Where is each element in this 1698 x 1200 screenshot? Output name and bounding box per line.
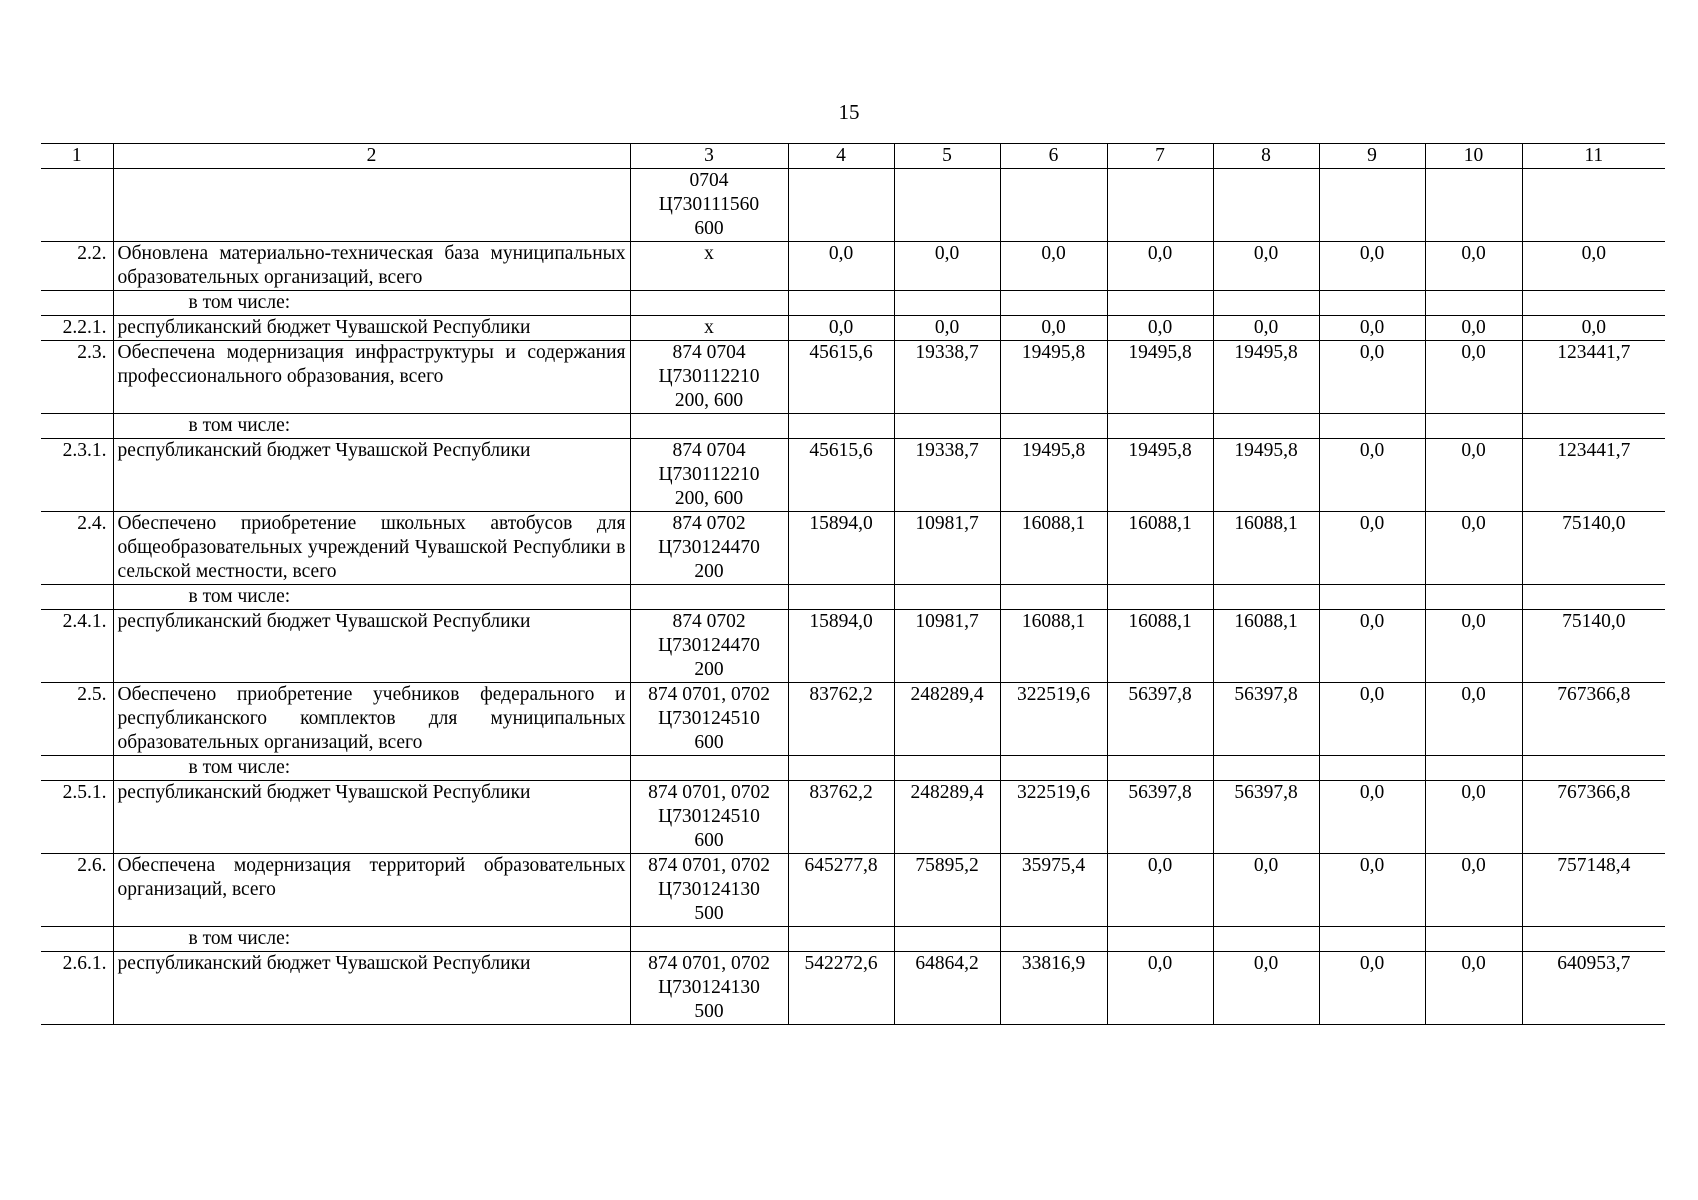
row-value-cell — [1107, 585, 1213, 610]
row-code-cell: 2.3. — [41, 341, 113, 414]
row-value-cell — [1425, 927, 1522, 952]
row-code-cell — [41, 414, 113, 439]
row-code-cell — [41, 585, 113, 610]
row-value-cell: 16088,1 — [1000, 512, 1107, 585]
row-kbk-cell: 874 0701, 0702 Ц730124510 600 — [630, 683, 788, 756]
row-code-cell: 2.4. — [41, 512, 113, 585]
row-name-cell: Обновлена материально-техническая база муниципальных образовательных организаций, всего — [113, 242, 630, 291]
row-code-cell: 2.5.1. — [41, 781, 113, 854]
row-value-cell: 75895,2 — [894, 854, 1000, 927]
row-value-cell: 33816,9 — [1000, 952, 1107, 1025]
row-kbk-cell — [630, 291, 788, 316]
table-row — [41, 854, 1665, 927]
row-value-cell: 123441,7 — [1522, 439, 1665, 512]
row-value-cell — [1107, 291, 1213, 316]
row-value-cell — [1000, 927, 1107, 952]
row-value-cell: 0,0 — [1319, 341, 1425, 414]
table-row — [41, 952, 1665, 1025]
row-value-cell: 757148,4 — [1522, 854, 1665, 927]
row-value-cell: 45615,6 — [788, 439, 894, 512]
row-value-cell — [1319, 927, 1425, 952]
row-value-cell: 56397,8 — [1213, 683, 1319, 756]
row-value-cell — [1425, 414, 1522, 439]
row-value-cell: 0,0 — [1425, 316, 1522, 341]
header-cell: 9 — [1319, 144, 1425, 169]
row-value-cell — [1522, 291, 1665, 316]
row-value-cell: 15894,0 — [788, 610, 894, 683]
row-code-cell — [41, 756, 113, 781]
row-value-cell — [1000, 169, 1107, 242]
row-value-cell: 767366,8 — [1522, 781, 1665, 854]
row-code-cell: 2.2.1. — [41, 316, 113, 341]
row-value-cell: 56397,8 — [1107, 683, 1213, 756]
row-value-cell — [1522, 585, 1665, 610]
row-kbk-cell: 0704 Ц730111560 600 — [630, 169, 788, 242]
header-cell: 11 — [1522, 144, 1665, 169]
row-value-cell: 0,0 — [1319, 512, 1425, 585]
row-value-cell: 0,0 — [1425, 512, 1522, 585]
row-value-cell: 15894,0 — [788, 512, 894, 585]
row-value-cell: 35975,4 — [1000, 854, 1107, 927]
row-value-cell: 0,0 — [1107, 854, 1213, 927]
row-value-cell: 645277,8 — [788, 854, 894, 927]
row-value-cell: 248289,4 — [894, 683, 1000, 756]
row-code-cell — [41, 291, 113, 316]
row-value-cell: 19495,8 — [1107, 439, 1213, 512]
row-value-cell — [894, 927, 1000, 952]
row-kbk-cell — [630, 756, 788, 781]
row-value-cell — [1107, 927, 1213, 952]
header-cell: 10 — [1425, 144, 1522, 169]
row-name-cell: республиканский бюджет Чувашской Республики — [113, 610, 630, 683]
row-value-cell — [1522, 927, 1665, 952]
row-value-cell — [894, 756, 1000, 781]
row-value-cell: 0,0 — [1425, 242, 1522, 291]
header-cell: 7 — [1107, 144, 1213, 169]
row-name-cell: в том числе: — [113, 414, 630, 439]
table-row — [41, 610, 1665, 683]
row-value-cell — [1107, 414, 1213, 439]
row-value-cell: 19338,7 — [894, 439, 1000, 512]
row-value-cell: 19495,8 — [1000, 341, 1107, 414]
table-row — [41, 169, 1665, 242]
row-value-cell: 0,0 — [1107, 242, 1213, 291]
table-row — [41, 242, 1665, 291]
row-value-cell: 0,0 — [1107, 952, 1213, 1025]
subtotal-label-row — [41, 927, 1665, 952]
row-value-cell: 19338,7 — [894, 341, 1000, 414]
row-name-cell: Обеспечено приобретение учебников федерального и республиканского комплектов для муниципальных образовательных организаций, всего — [113, 683, 630, 756]
row-value-cell — [1319, 169, 1425, 242]
row-name-cell: в том числе: — [113, 927, 630, 952]
row-value-cell — [1522, 414, 1665, 439]
row-value-cell: 0,0 — [1319, 439, 1425, 512]
row-value-cell: 0,0 — [1107, 316, 1213, 341]
row-value-cell: 19495,8 — [1213, 439, 1319, 512]
table-row — [41, 439, 1665, 512]
row-kbk-cell — [630, 585, 788, 610]
row-kbk-cell: 874 0701, 0702 Ц730124130 500 — [630, 952, 788, 1025]
row-value-cell — [1213, 414, 1319, 439]
row-kbk-cell: х — [630, 316, 788, 341]
row-value-cell — [1319, 585, 1425, 610]
row-value-cell: 16088,1 — [1107, 512, 1213, 585]
row-value-cell: 0,0 — [1425, 781, 1522, 854]
header-row — [41, 144, 1665, 169]
row-value-cell: 0,0 — [1000, 242, 1107, 291]
row-code-cell: 2.2. — [41, 242, 113, 291]
row-kbk-cell: 874 0702 Ц730124470 200 — [630, 512, 788, 585]
header-cell: 4 — [788, 144, 894, 169]
row-value-cell: 248289,4 — [894, 781, 1000, 854]
header-cell: 6 — [1000, 144, 1107, 169]
row-value-cell: 19495,8 — [1000, 439, 1107, 512]
row-kbk-cell: 874 0701, 0702 Ц730124510 600 — [630, 781, 788, 854]
row-value-cell: 75140,0 — [1522, 610, 1665, 683]
row-value-cell: 56397,8 — [1107, 781, 1213, 854]
row-name-cell: республиканский бюджет Чувашской Республики — [113, 952, 630, 1025]
row-value-cell: 0,0 — [788, 316, 894, 341]
row-kbk-cell: 874 0702 Ц730124470 200 — [630, 610, 788, 683]
row-value-cell: 16088,1 — [1107, 610, 1213, 683]
row-value-cell: 0,0 — [1000, 316, 1107, 341]
row-kbk-cell — [630, 414, 788, 439]
row-value-cell: 0,0 — [1522, 316, 1665, 341]
row-value-cell: 0,0 — [1213, 316, 1319, 341]
row-value-cell: 0,0 — [1319, 610, 1425, 683]
row-name-cell: Обеспечена модернизация территорий образовательных организаций, всего — [113, 854, 630, 927]
row-name-cell: в том числе: — [113, 756, 630, 781]
row-name-cell: республиканский бюджет Чувашской Республики — [113, 316, 630, 341]
row-value-cell: 10981,7 — [894, 610, 1000, 683]
row-value-cell: 83762,2 — [788, 781, 894, 854]
subtotal-label-row — [41, 585, 1665, 610]
row-name-cell: республиканский бюджет Чувашской Республики — [113, 439, 630, 512]
row-value-cell: 123441,7 — [1522, 341, 1665, 414]
subtotal-label-row — [41, 291, 1665, 316]
row-code-cell: 2.3.1. — [41, 439, 113, 512]
row-value-cell: 0,0 — [1425, 439, 1522, 512]
header-cell: 8 — [1213, 144, 1319, 169]
row-value-cell: 0,0 — [1319, 952, 1425, 1025]
row-value-cell — [788, 414, 894, 439]
row-value-cell: 16088,1 — [1213, 512, 1319, 585]
row-value-cell — [1213, 927, 1319, 952]
row-value-cell: 83762,2 — [788, 683, 894, 756]
header-cell: 5 — [894, 144, 1000, 169]
row-value-cell — [1319, 414, 1425, 439]
row-value-cell — [1425, 756, 1522, 781]
row-value-cell: 0,0 — [1319, 781, 1425, 854]
row-value-cell — [788, 927, 894, 952]
row-value-cell: 0,0 — [1213, 952, 1319, 1025]
row-value-cell: 322519,6 — [1000, 781, 1107, 854]
row-value-cell — [788, 291, 894, 316]
row-code-cell: 2.5. — [41, 683, 113, 756]
table-row — [41, 512, 1665, 585]
row-value-cell — [1107, 169, 1213, 242]
row-value-cell: 0,0 — [1213, 854, 1319, 927]
row-code-cell: 2.4.1. — [41, 610, 113, 683]
table-body — [41, 144, 1665, 1025]
row-value-cell — [1000, 756, 1107, 781]
row-value-cell — [1522, 756, 1665, 781]
row-value-cell — [1213, 291, 1319, 316]
row-value-cell — [1000, 291, 1107, 316]
budget-table — [41, 143, 1665, 1025]
row-value-cell: 0,0 — [1425, 341, 1522, 414]
row-value-cell — [894, 291, 1000, 316]
row-value-cell — [1107, 756, 1213, 781]
row-value-cell: 0,0 — [894, 242, 1000, 291]
row-kbk-cell — [630, 927, 788, 952]
row-name-cell: республиканский бюджет Чувашской Республики — [113, 781, 630, 854]
row-value-cell: 0,0 — [1425, 854, 1522, 927]
row-kbk-cell: 874 0704 Ц730112210 200, 600 — [630, 341, 788, 414]
row-value-cell — [1425, 169, 1522, 242]
row-value-cell — [894, 169, 1000, 242]
row-value-cell: 640953,7 — [1522, 952, 1665, 1025]
row-value-cell: 64864,2 — [894, 952, 1000, 1025]
row-value-cell — [1213, 585, 1319, 610]
row-value-cell: 322519,6 — [1000, 683, 1107, 756]
row-kbk-cell: х — [630, 242, 788, 291]
table-row — [41, 341, 1665, 414]
row-value-cell: 75140,0 — [1522, 512, 1665, 585]
row-value-cell: 45615,6 — [788, 341, 894, 414]
row-value-cell — [788, 585, 894, 610]
row-value-cell — [1319, 756, 1425, 781]
row-value-cell: 0,0 — [1425, 610, 1522, 683]
row-value-cell — [1425, 291, 1522, 316]
row-name-cell: Обеспечено приобретение школьных автобусов для общеобразовательных учреждений Чувашской Республики в сельской местности, всего — [113, 512, 630, 585]
header-cell: 3 — [630, 144, 788, 169]
row-value-cell: 0,0 — [1319, 316, 1425, 341]
row-code-cell — [41, 169, 113, 242]
header-cell: 1 — [41, 144, 113, 169]
row-value-cell: 0,0 — [1522, 242, 1665, 291]
row-value-cell — [788, 756, 894, 781]
table-row — [41, 781, 1665, 854]
row-kbk-cell: 874 0701, 0702 Ц730124130 500 — [630, 854, 788, 927]
row-name-cell: Обеспечена модернизация инфраструктуры и содержания профессионального образования, всего — [113, 341, 630, 414]
row-value-cell: 0,0 — [1319, 854, 1425, 927]
row-name-cell: в том числе: — [113, 585, 630, 610]
row-value-cell: 767366,8 — [1522, 683, 1665, 756]
header-cell: 2 — [113, 144, 630, 169]
subtotal-label-row — [41, 414, 1665, 439]
page-number: 15 — [838, 100, 860, 124]
row-value-cell — [1213, 169, 1319, 242]
table-row — [41, 316, 1665, 341]
row-code-cell: 2.6.1. — [41, 952, 113, 1025]
row-value-cell — [894, 585, 1000, 610]
table-row — [41, 683, 1665, 756]
subtotal-label-row — [41, 756, 1665, 781]
row-code-cell: 2.6. — [41, 854, 113, 927]
row-value-cell: 0,0 — [1425, 683, 1522, 756]
row-value-cell: 0,0 — [1319, 242, 1425, 291]
row-value-cell — [1000, 414, 1107, 439]
row-value-cell: 19495,8 — [1107, 341, 1213, 414]
row-value-cell: 56397,8 — [1213, 781, 1319, 854]
row-value-cell — [894, 414, 1000, 439]
row-value-cell — [1425, 585, 1522, 610]
row-value-cell — [1000, 585, 1107, 610]
row-value-cell: 0,0 — [1213, 242, 1319, 291]
row-value-cell: 0,0 — [894, 316, 1000, 341]
row-value-cell: 0,0 — [788, 242, 894, 291]
row-code-cell — [41, 927, 113, 952]
row-value-cell: 0,0 — [1425, 952, 1522, 1025]
row-kbk-cell: 874 0704 Ц730112210 200, 600 — [630, 439, 788, 512]
row-value-cell: 16088,1 — [1000, 610, 1107, 683]
row-value-cell: 542272,6 — [788, 952, 894, 1025]
row-value-cell: 16088,1 — [1213, 610, 1319, 683]
row-value-cell — [1319, 291, 1425, 316]
row-value-cell: 0,0 — [1319, 683, 1425, 756]
row-value-cell: 19495,8 — [1213, 341, 1319, 414]
row-value-cell — [1522, 169, 1665, 242]
row-value-cell: 10981,7 — [894, 512, 1000, 585]
row-name-cell: в том числе: — [113, 291, 630, 316]
row-name-cell — [113, 169, 630, 242]
row-value-cell — [1213, 756, 1319, 781]
row-value-cell — [788, 169, 894, 242]
